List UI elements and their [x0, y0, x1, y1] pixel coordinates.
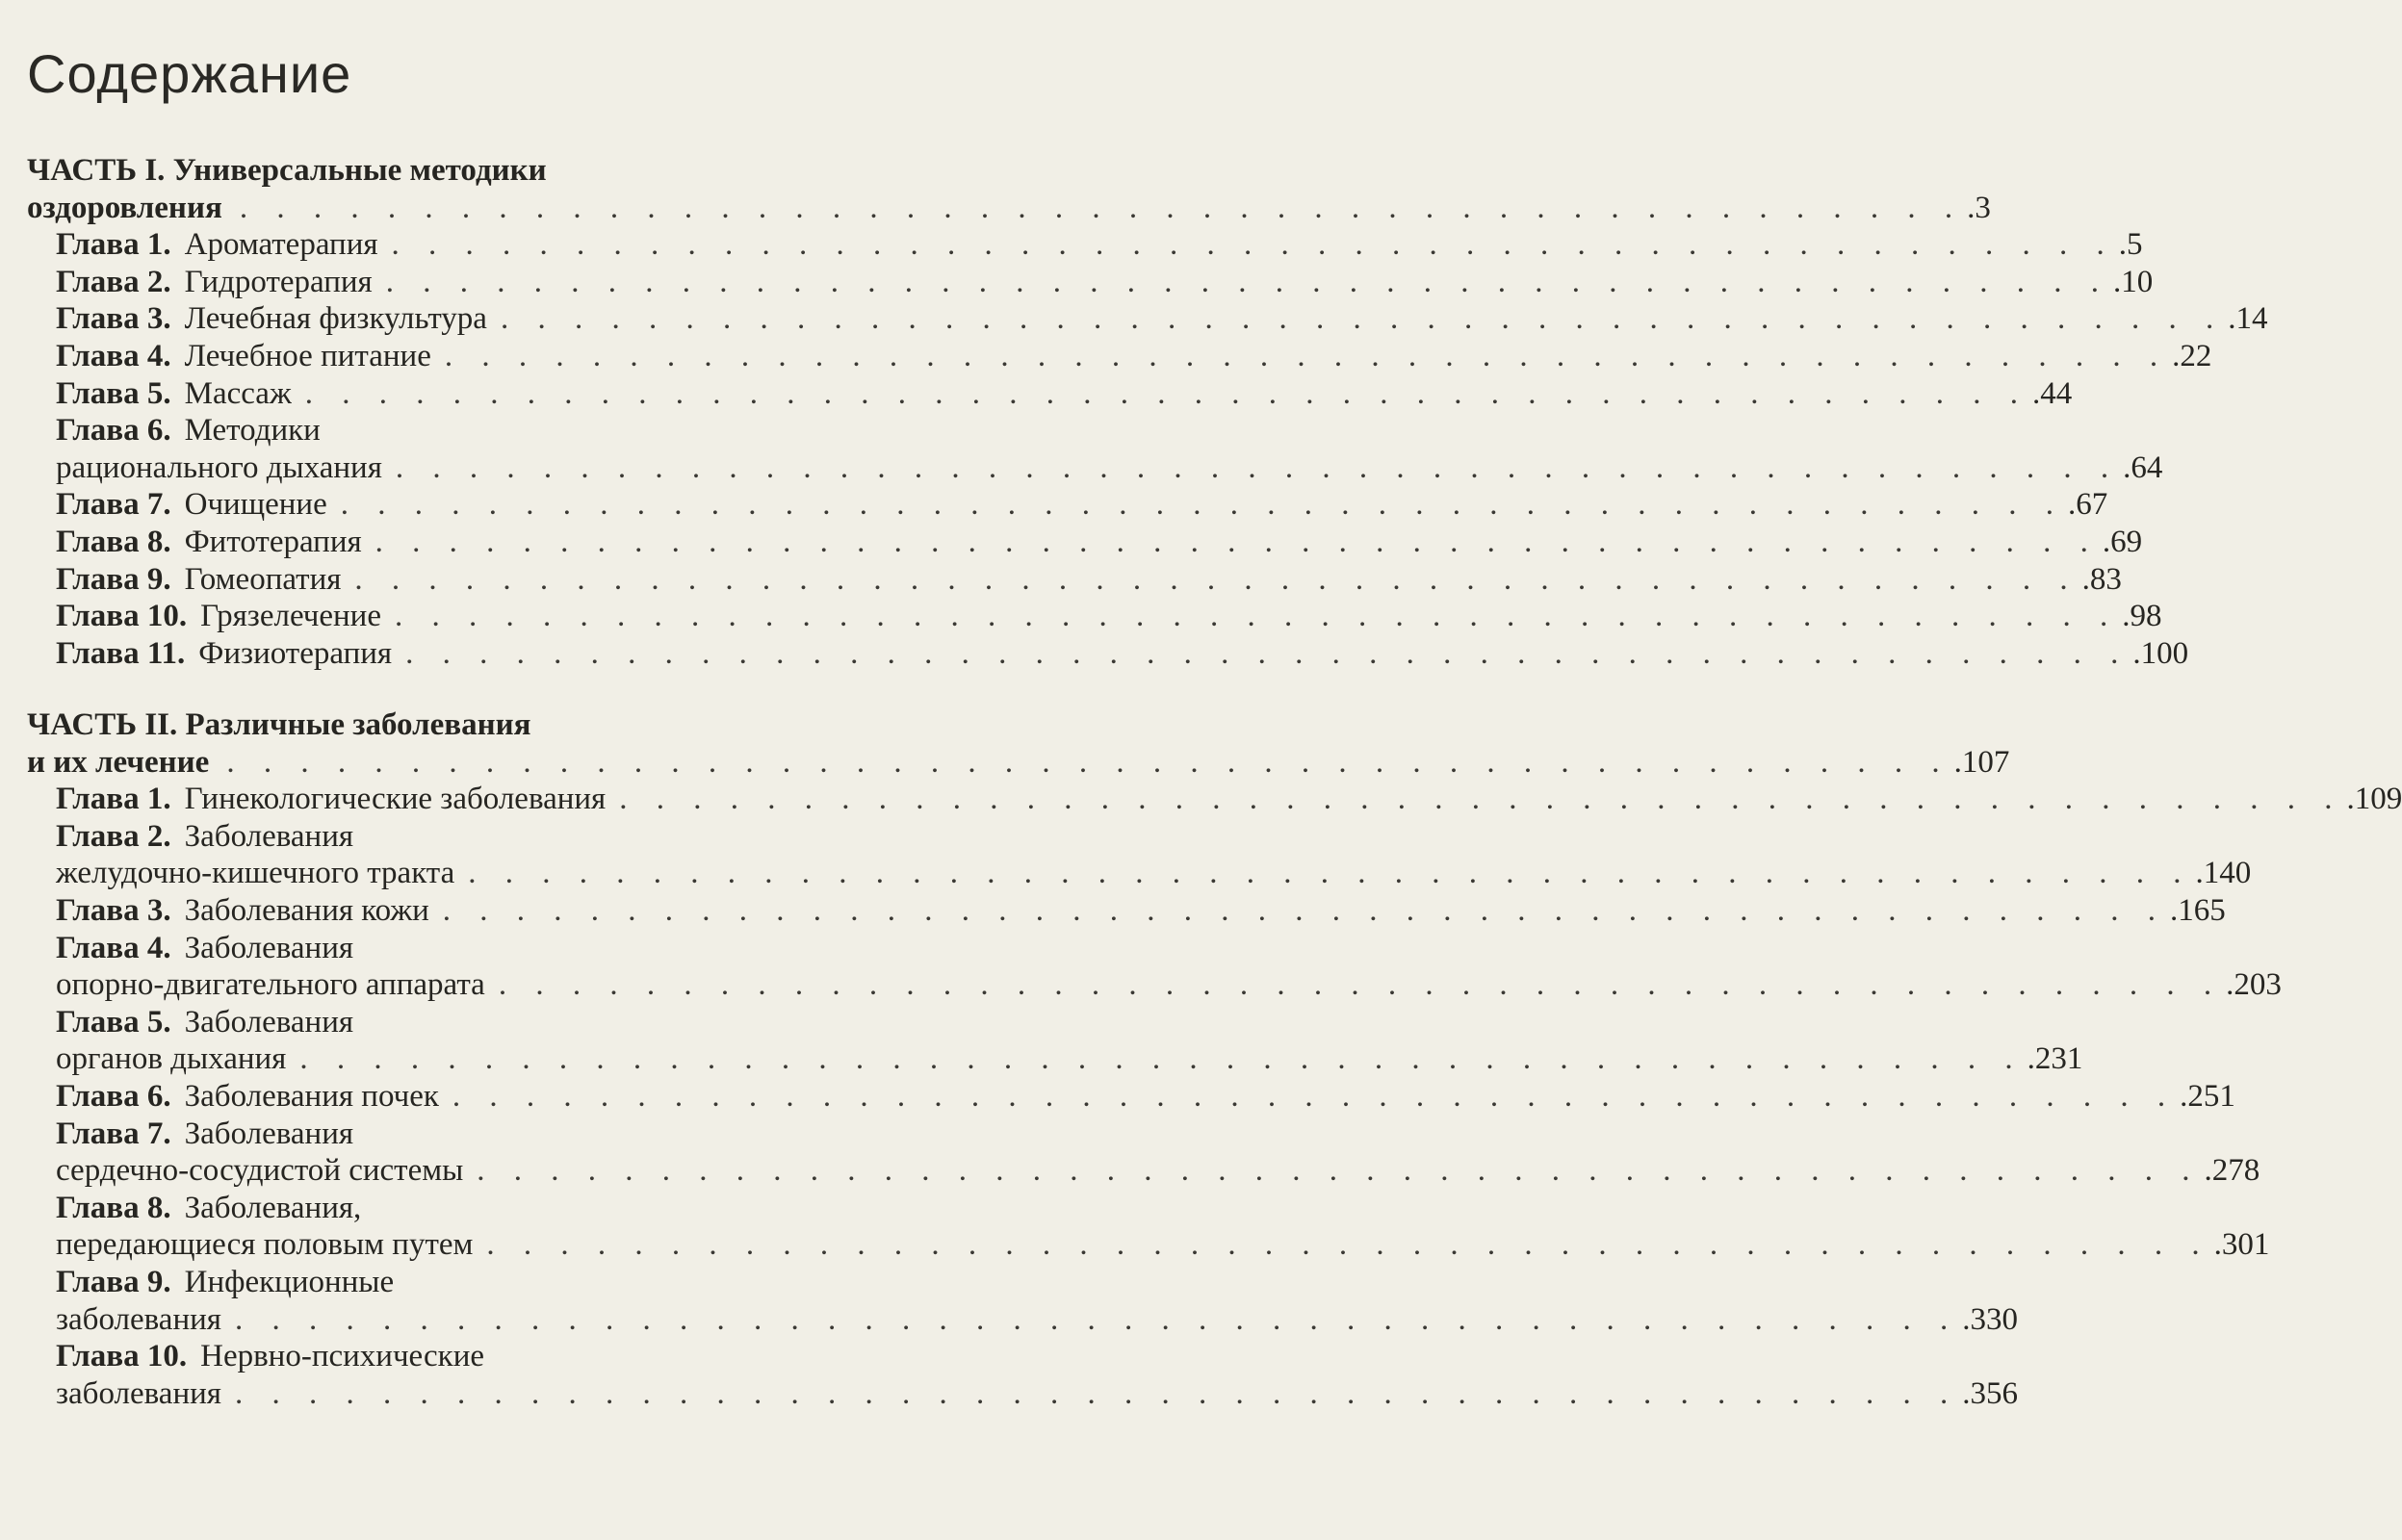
dot-leader: . . . . . . . . . . . . . . . . . . . . . . . . . . . . . . . . . . . . . . . . . . . . . . .	[498, 967, 2223, 1003]
dot-leader: . . . . . . . . . . . . . . . . . . . . . . . . . . . . . . . . . . . . . . . . . . . . . . .	[385, 264, 2109, 299]
chapter-label: Глава 10.	[56, 1339, 188, 1374]
chapter-label: Глава 5.	[56, 1004, 171, 1040]
chapter-label: Глава 8.	[56, 525, 171, 559]
chapter-page: .64	[2123, 449, 2163, 485]
chapter-page: .10	[2112, 264, 2154, 299]
toc-entry	[56, 635, 2189, 672]
part-1-heading-cont	[27, 190, 1991, 226]
chapter-label: Глава 2.	[56, 818, 171, 854]
chapter-title: Инфекционные	[184, 1265, 395, 1299]
chapter-title-cont: заболевания	[56, 1301, 221, 1337]
chapter-title: Заболевания,	[184, 1190, 362, 1225]
chapter-page: .69	[2102, 525, 2143, 559]
chapter-label: Глава 9.	[56, 1265, 171, 1299]
dot-leader: . . . . . . . . . . . . . . . . . . . . . . . . . . . . . . . . . . . . . . . . . . . . . . .	[405, 635, 2130, 671]
toc-entry	[56, 1004, 809, 1040]
dot-leader: . . . . . . . . . . . . . . . . . . . . . . . . . . . . . . . . . . . . . . . . . . . . . . .	[500, 301, 2225, 337]
chapter-title: Заболевания	[184, 1004, 354, 1040]
chapter-title: Нервно-психические	[200, 1339, 484, 1374]
chapter-page: .83	[2081, 561, 2122, 597]
chapter-page: .301	[2213, 1227, 2270, 1263]
chapter-title: Заболевания	[184, 818, 354, 854]
toc-entry	[56, 338, 2212, 374]
chapter-page: .231	[2027, 1041, 2083, 1077]
chapter-page: .44	[2032, 375, 2073, 411]
part-2-page: .107	[1953, 744, 2010, 780]
chapter-page: .140	[2195, 856, 2252, 891]
dot-leader: . . . . . . . . . . . . . . . . . . . . . . . . . . . . . . . . . . . . . . . . . . . . . . .	[477, 1153, 2201, 1189]
toc-entry-cont	[56, 1301, 2018, 1338]
toc-entry	[56, 524, 2143, 560]
toc-entry	[56, 300, 2268, 337]
part-1-heading-text: ЧАСТЬ I. Универсальные методики	[27, 153, 547, 188]
chapter-label: Глава 3.	[56, 301, 171, 337]
chapter-title: Ароматерапия	[184, 227, 378, 263]
toc-entry	[56, 930, 809, 966]
chapter-page: .109	[2346, 782, 2402, 817]
dot-leader: . . . . . . . . . . . . . . . . . . . . . . . . . . . . . . . . . . . . . . . . . . . . . . .	[486, 1227, 2210, 1263]
dot-leader: . . . . . . . . . . . . . . . . . . . . . . . . . . . . . . . . . . . . . . . . . . . . . . .	[619, 782, 2343, 817]
chapter-page: .98	[2122, 599, 2162, 634]
chapter-title: Лечебное питание	[184, 339, 431, 373]
page-title: Содержание	[27, 43, 352, 104]
chapter-title: Гинекологические заболевания	[184, 782, 607, 817]
chapter-title-cont: передающиеся половым путем	[56, 1227, 474, 1263]
chapter-title: Методики	[184, 413, 321, 449]
chapter-label: Глава 11.	[56, 635, 186, 671]
toc-entry-cont	[56, 449, 2163, 486]
chapter-label: Глава 1.	[56, 782, 171, 817]
chapter-label: Глава 2.	[56, 264, 171, 299]
dot-leader: . . . . . . . . . . . . . . . . . . . . . . . . . . . . . . . . . . . . . . . . . . . . . . .	[375, 525, 2099, 559]
dot-leader: . . . . . . . . . . . . . . . . . . . . . . . . . . . . . . . . . . . . . . . . . . . . . . .	[354, 561, 2079, 597]
dot-leader: . . . . . . . . . . . . . . . . . . . . . . . . . . . . . . . . . . . . . . . . . . . . . . .	[234, 1375, 1959, 1411]
chapter-page: .251	[2180, 1079, 2235, 1114]
chapter-title-cont: рационального дыхания	[56, 449, 382, 485]
chapter-page: .14	[2228, 301, 2268, 337]
chapter-title: Массаж	[184, 375, 292, 411]
part-2-heading-text: ЧАСТЬ II. Различные заболевания	[27, 707, 531, 742]
chapter-label: Глава 5.	[56, 375, 171, 411]
dot-leader: . . . . . . . . . . . . . . . . . . . . . . . . . . . . . . . . . . . . . . . . . . . . . . .	[395, 449, 2120, 485]
toc-entry	[56, 412, 809, 449]
dot-leader: . . . . . . . . . . . . . . . . . . . . . . . . . . . . . . . . . . . . . . . . . . . . . . .	[394, 599, 2119, 634]
chapter-page: .278	[2204, 1153, 2260, 1189]
part-2-heading-cont	[27, 744, 2010, 781]
chapter-label: Глава 8.	[56, 1190, 171, 1225]
chapter-title: Заболевания кожи	[184, 893, 429, 928]
part-2-heading-cont-text: и их лечение	[27, 744, 210, 780]
part-2-heading	[27, 706, 809, 743]
toc-entry	[56, 1190, 809, 1226]
dot-leader: . . . . . . . . . . . . . . . . . . . . . . . . . . . . . . . . . . . . . . . . . . . . . . .	[299, 1041, 2024, 1077]
toc-entry	[56, 1116, 809, 1152]
dot-leader: . . . . . . . . . . . . . . . . . . . . . . . . . . . . . . . . . . . . . . . . . . . . . . .	[340, 487, 2064, 523]
chapter-label: Глава 9.	[56, 561, 171, 597]
chapter-title: Лечебная физкультура	[184, 301, 487, 337]
toc-entry-cont	[56, 1040, 2083, 1077]
dot-leader: . . . . . . . . . . . . . . . . . . . . . . . . . . . . . . . . . . . . . . . . . . . . . . .	[442, 893, 2167, 928]
chapter-label: Глава 10.	[56, 599, 188, 634]
chapter-title: Гидротерапия	[184, 264, 373, 299]
toc-entry	[56, 1264, 809, 1300]
dot-leader: . . . . . . . . . . . . . . . . . . . . . . . . . . . . . . . . . . . . . . . . . . . . . . .	[226, 744, 1950, 780]
toc-entry-cont	[56, 1226, 2270, 1263]
chapter-title-cont: органов дыхания	[56, 1041, 287, 1077]
chapter-page: .330	[1962, 1301, 2018, 1337]
part-1-page: .3	[1967, 190, 1991, 225]
chapter-label: Глава 3.	[56, 893, 171, 928]
chapter-title: Очищение	[184, 487, 327, 523]
toc-entry	[56, 375, 2073, 412]
chapter-label: Глава 1.	[56, 227, 171, 263]
dot-leader: . . . . . . . . . . . . . . . . . . . . . . . . . . . . . . . . . . . . . . . . . . . . . . .	[391, 227, 2115, 263]
dot-leader: . . . . . . . . . . . . . . . . . . . . . . . . . . . . . . . . . . . . . . . . . . . . . . .	[452, 1079, 2177, 1114]
part-1-heading	[27, 152, 809, 189]
dot-leader: . . . . . . . . . . . . . . . . . . . . . . . . . . . . . . . . . . . . . . . . . . . . . . .	[239, 190, 1964, 225]
chapter-title: Гомеопатия	[184, 561, 342, 597]
toc-entry-cont	[56, 1152, 2260, 1189]
chapter-page: .165	[2170, 893, 2226, 928]
toc-entry	[56, 892, 2226, 929]
chapter-title-cont: желудочно-кишечного тракта	[56, 856, 455, 891]
dot-leader: . . . . . . . . . . . . . . . . . . . . . . . . . . . . . . . . . . . . . . . . . . . . . . .	[234, 1301, 1959, 1337]
toc-entry	[56, 818, 809, 855]
chapter-page: .203	[2226, 967, 2282, 1003]
dot-leader: . . . . . . . . . . . . . . . . . . . . . . . . . . . . . . . . . . . . . . . . . . . . . . .	[468, 856, 2192, 891]
toc-entry	[56, 226, 2143, 263]
toc-entry	[56, 1078, 2235, 1115]
chapter-label: Глава 7.	[56, 487, 171, 523]
toc-entry-cont	[56, 855, 2252, 891]
toc-entry	[56, 598, 2162, 634]
chapter-page: .67	[2067, 487, 2108, 523]
chapter-title-cont: опорно-двигательного аппарата	[56, 967, 485, 1003]
part-1-heading-cont-text: оздоровления	[27, 190, 222, 225]
chapter-title: Заболевания	[184, 1116, 354, 1151]
toc-entry	[56, 1338, 809, 1374]
chapter-label: Глава 6.	[56, 413, 171, 449]
dot-leader: . . . . . . . . . . . . . . . . . . . . . . . . . . . . . . . . . . . . . . . . . . . . . . .	[304, 375, 2028, 411]
chapter-page: .100	[2132, 635, 2189, 671]
toc-entry	[56, 264, 2154, 300]
chapter-label: Глава 4.	[56, 339, 171, 373]
chapter-title: Фитотерапия	[184, 525, 362, 559]
toc-entry-cont	[56, 966, 2282, 1003]
chapter-page: .22	[2172, 339, 2212, 373]
chapter-title: Грязелечение	[200, 599, 381, 634]
chapter-page: .356	[1962, 1375, 2018, 1411]
chapter-page: .5	[2118, 227, 2143, 263]
chapter-title: Заболевания	[184, 930, 354, 965]
chapter-label: Глава 6.	[56, 1079, 171, 1114]
chapter-label: Глава 4.	[56, 930, 171, 965]
toc-entry-cont	[56, 1375, 2018, 1412]
toc-entry	[56, 781, 2402, 817]
toc-entry	[56, 561, 2122, 598]
chapter-label: Глава 7.	[56, 1116, 171, 1151]
chapter-title: Физиотерапия	[198, 635, 393, 671]
chapter-title-cont: сердечно-сосудистой системы	[56, 1153, 464, 1189]
chapter-title-cont: заболевания	[56, 1375, 221, 1411]
toc-entry	[56, 486, 2108, 523]
dot-leader: . . . . . . . . . . . . . . . . . . . . . . . . . . . . . . . . . . . . . . . . . . . . . . .	[444, 339, 2169, 373]
chapter-title: Заболевания почек	[184, 1079, 439, 1114]
